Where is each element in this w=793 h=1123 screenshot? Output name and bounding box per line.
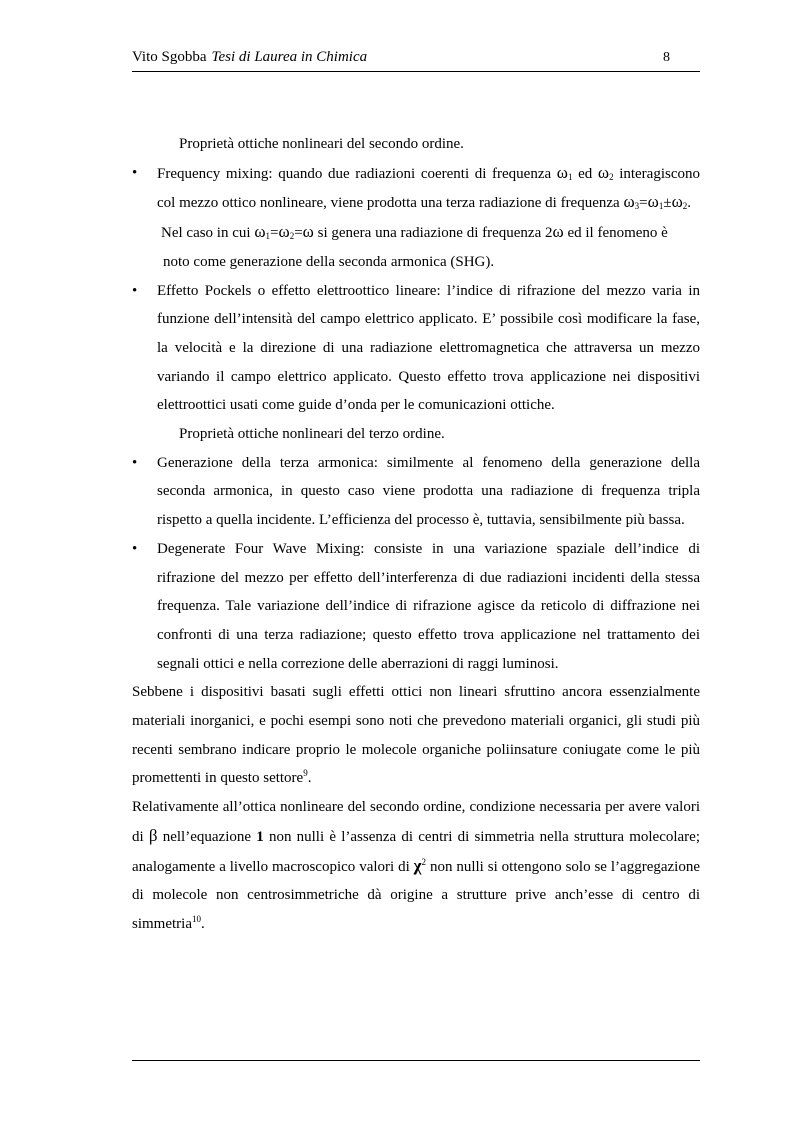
paragraph-second-order: Relativamente all’ottica nonlineare del secondo ordine, condizione necessaria per avere valori di β nell’equazione 1 non nulli è l’assenza di centri di simmetria nella struttura molecolare; analogamente a livello macroscopico valori di $\chi^2$ non nulli si ottengono solo se l’aggregazione di molecole non centrosimmetriche dà origine a strutture prive anch’esse di centro di simmetria$^{10}$. bbox=[132, 799, 700, 932]
shg-paragraph-line2: noto come generazione della seconda armonica (SHG). bbox=[163, 253, 495, 270]
section-heading-second-order: Proprietà ottiche nonlineari del secondo ordine. bbox=[179, 136, 464, 152]
header-rule bbox=[132, 71, 700, 72]
footer-rule bbox=[132, 1060, 700, 1061]
shg-paragraph: Nel caso in cui $\omega_1=\omega_2=\omega$ si genera una radiazione di frequenza 2ω ed il fenomeno è bbox=[161, 222, 668, 242]
bullet-icon: • bbox=[132, 540, 138, 557]
bullet-icon: • bbox=[132, 282, 138, 299]
author-name: Vito Sgobba bbox=[132, 49, 207, 65]
header-author bbox=[132, 49, 367, 66]
list-item-dfwm: • Degenerate Four Wave Mixing: consiste in una variazione spaziale dell’indice di rifrazione del mezzo per effetto dell’interferenza di due radiazioni incidenti della stessa frequenza. Tale variazione dell’indice di rifrazione agisce da reticolo di diffrazione nei confronti di una terza radiazione; questo effetto trova applicazione nel trattamento dei segnali ottici e nella correzione delle aberrazioni di raggi luminosi. bbox=[132, 535, 700, 679]
paragraph-organic-materials: Sebbene i dispositivi basati sugli effetti ottici non lineari sfruttino ancora essenzialmente materiali inorganici, e pochi esempi sono noti che prevedono materiali organici, gli studi più recenti sembrano indicare proprio le molecole organiche poliinsature coniugate come le più promettenti in questo settore$^9$. bbox=[132, 684, 700, 787]
page-header bbox=[132, 49, 700, 69]
page-body bbox=[132, 130, 700, 939]
bullet-icon: • bbox=[132, 164, 138, 181]
list-item-third-harmonic: • Generazione della terza armonica: similmente al fenomeno della generazione della seconda armonica, in questo caso viene prodotta una radiazione di frequenza tripla rispetto a quella incidente. L’efficienza del processo è, tuttavia, sensibilmente più bassa. bbox=[132, 449, 700, 535]
equation-reference: 1 bbox=[256, 828, 264, 845]
citation-10: 10 bbox=[192, 913, 201, 924]
beta-symbol: β bbox=[148, 825, 158, 845]
page-number: 8 bbox=[663, 50, 670, 65]
thesis-title: Tesi di Laurea in Chimica bbox=[211, 49, 368, 65]
list-item-frequency-mixing: • Frequency mixing: quando due radiazioni coerenti di frequenza $\omega_1$ ed $\omega_2$ interagiscono col mezzo ottico nonlineare, viene prodotta una terza radiazione di frequenza $\omega_3=\omega_1\pm\omega_2$. bbox=[132, 159, 700, 218]
citation-9: 9 bbox=[303, 768, 308, 779]
list-item-pockels: • Effetto Pockels o effetto elettroottico lineare: l’indice di rifrazione del mezzo varia in funzione dell’intensità del campo elettrico applicato. E’ possibile così modificare la fase, la velocità e la direzione di una radiazione elettromagnetica che attraversa un mezzo variando il campo elettrico applicato. Questo effetto trova applicazione nei dispositivi elettroottici usati come guide d’onda per le comunicazioni ottiche. bbox=[132, 277, 700, 421]
chi-symbol: χ bbox=[413, 855, 422, 875]
section-heading-third-order: Proprietà ottiche nonlineari del terzo ordine. bbox=[179, 426, 445, 443]
bullet-icon: • bbox=[132, 454, 138, 471]
